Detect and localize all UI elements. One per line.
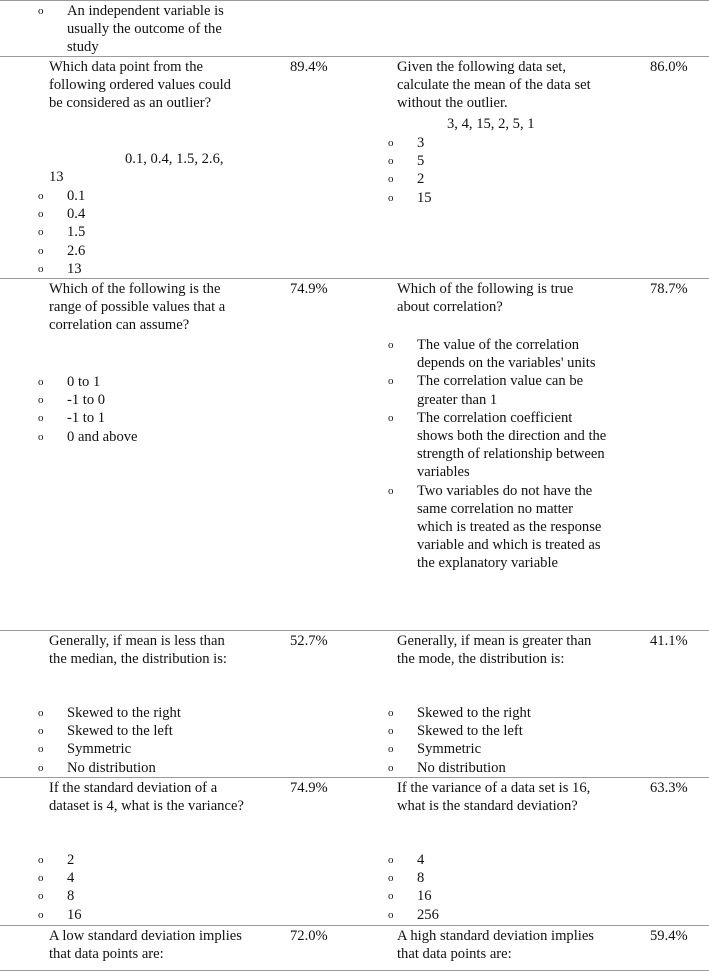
option[interactable]: o Two variables do not have the same correlation no matter which is treated as the response variable and which is treated as the explanatory variable — [388, 482, 602, 572]
table-rule — [0, 970, 709, 971]
option[interactable]: o -1 to 1 — [38, 410, 106, 427]
percent-correct: 74.9% — [290, 281, 328, 297]
option-list — [388, 704, 588, 777]
percent-correct: 86.0% — [650, 59, 688, 75]
bullet-icon: o — [38, 412, 44, 425]
bullet-icon: o — [388, 137, 394, 149]
bullet-icon: o — [388, 411, 394, 424]
bullet-icon: o — [388, 743, 394, 756]
bullet-icon: o — [388, 854, 394, 866]
option[interactable]: o -1 to 0 — [38, 392, 106, 409]
bullet-icon: o — [388, 484, 394, 497]
option[interactable]: o 5 — [388, 153, 425, 170]
option-list — [388, 134, 588, 207]
bullet-icon: o — [38, 244, 44, 257]
option[interactable]: o 15 — [388, 189, 432, 206]
option[interactable]: o 0 and above — [38, 428, 138, 445]
dataset-values-cont: 13 — [49, 169, 64, 185]
bullet-icon: o — [388, 339, 394, 351]
bullet-icon: o — [388, 191, 394, 204]
bullet-icon: o — [388, 155, 394, 168]
percent-correct: 72.0% — [290, 928, 328, 944]
option[interactable]: o The correlation coefficient shows both the direction and the strength of relationship between variables — [388, 409, 607, 481]
question-text: Generally, if mean is less than the median, the distribution is: — [49, 633, 227, 668]
option[interactable]: o Skewed to the right — [388, 705, 531, 721]
bullet-icon: o — [388, 908, 394, 921]
option[interactable]: o No distribution — [38, 759, 156, 776]
table-rule — [0, 0, 709, 1]
option[interactable]: o 256 — [388, 906, 439, 923]
question-text: If the standard deviation of a dataset is 4, what is the variance? — [49, 780, 244, 815]
percent-correct: 89.4% — [290, 59, 328, 75]
option[interactable]: o 2 — [388, 171, 425, 188]
option[interactable]: o Symmetric — [388, 741, 482, 758]
percent-correct: 59.4% — [650, 928, 688, 944]
option[interactable]: o Skewed to the left — [388, 723, 523, 740]
table-rule — [0, 278, 709, 279]
option[interactable]: o An independent variable is usually the outcome of the study — [38, 3, 224, 56]
bullet-icon: o — [388, 725, 394, 738]
bullet-icon: o — [38, 908, 44, 921]
option[interactable]: o 4 — [388, 852, 425, 868]
option[interactable]: o 0.1 — [38, 188, 86, 204]
bullet-icon: o — [38, 725, 44, 738]
option[interactable]: o 16 — [388, 888, 432, 905]
option-list — [38, 2, 238, 57]
option-list — [38, 851, 238, 924]
bullet-icon: o — [38, 394, 44, 407]
bullet-icon: o — [38, 190, 44, 202]
bullet-icon: o — [388, 890, 394, 903]
option-list — [38, 373, 238, 446]
bullet-icon: o — [38, 376, 44, 388]
dataset-values: 3, 4, 15, 2, 5, 1 — [447, 116, 535, 132]
option[interactable]: o Symmetric — [38, 741, 132, 758]
option[interactable]: o Skewed to the left — [38, 723, 173, 740]
option[interactable]: o 8 — [388, 870, 425, 887]
question-text: Given the following data set, calculate the mean of the data set without the outlier. — [397, 59, 591, 112]
bullet-icon: o — [38, 743, 44, 756]
option[interactable]: o 16 — [38, 906, 82, 923]
option[interactable]: o 2.6 — [38, 242, 86, 259]
option-list — [38, 704, 238, 777]
bullet-icon: o — [38, 890, 44, 903]
option[interactable]: o 3 — [388, 135, 425, 151]
table-rule — [0, 777, 709, 778]
bullet-icon: o — [38, 854, 44, 866]
question-text: Generally, if mean is greater than the mode, the distribution is: — [397, 633, 592, 668]
percent-correct: 52.7% — [290, 633, 328, 649]
bullet-icon: o — [388, 761, 394, 774]
bullet-icon: o — [38, 208, 44, 221]
option[interactable]: o No distribution — [388, 759, 506, 776]
option[interactable]: o 2 — [38, 852, 75, 868]
bullet-icon: o — [38, 430, 44, 443]
table-rule — [0, 630, 709, 631]
bullet-icon: o — [38, 262, 44, 275]
question-text: A low standard deviation implies that data points are: — [49, 928, 242, 963]
percent-correct: 41.1% — [650, 633, 688, 649]
bullet-icon: o — [388, 707, 394, 719]
option-list — [388, 336, 610, 573]
question-text: Which of the following is true about correlation? — [397, 281, 574, 316]
option[interactable]: o The correlation value can be greater than 1 — [388, 373, 584, 408]
bullet-icon: o — [388, 173, 394, 186]
question-text: If the variance of a data set is 16, what is the standard deviation? — [397, 780, 591, 815]
percent-correct: 74.9% — [290, 780, 328, 796]
bullet-icon: o — [38, 707, 44, 719]
option[interactable]: o 0.4 — [38, 206, 86, 223]
bullet-icon: o — [38, 761, 44, 774]
option[interactable]: o Skewed to the right — [38, 705, 181, 721]
option[interactable]: o 1.5 — [38, 224, 86, 241]
option[interactable]: o 0 to 1 — [38, 374, 101, 390]
bullet-icon: o — [38, 226, 44, 239]
question-text: Which data point from the following ordered values could be considered as an outlier? — [49, 59, 231, 112]
option[interactable]: o 13 — [38, 260, 82, 277]
option-list — [38, 187, 238, 278]
bullet-icon: o — [388, 375, 394, 388]
percent-correct: 78.7% — [650, 281, 688, 297]
option[interactable]: o 8 — [38, 888, 75, 905]
question-text: Which of the following is the range of possible values that a correlation can assume? — [49, 281, 226, 334]
table-rule — [0, 925, 709, 926]
bullet-icon: o — [38, 5, 44, 17]
option-list — [388, 851, 588, 924]
option[interactable]: o The value of the correlation depends on the variables' units — [388, 337, 596, 372]
question-text: A high standard deviation implies that data points are: — [397, 928, 594, 963]
bullet-icon: o — [388, 872, 394, 885]
dataset-values: 0.1, 0.4, 1.5, 2.6, — [125, 151, 224, 167]
percent-correct: 63.3% — [650, 780, 688, 796]
bullet-icon: o — [38, 872, 44, 885]
option[interactable]: o 4 — [38, 870, 75, 887]
